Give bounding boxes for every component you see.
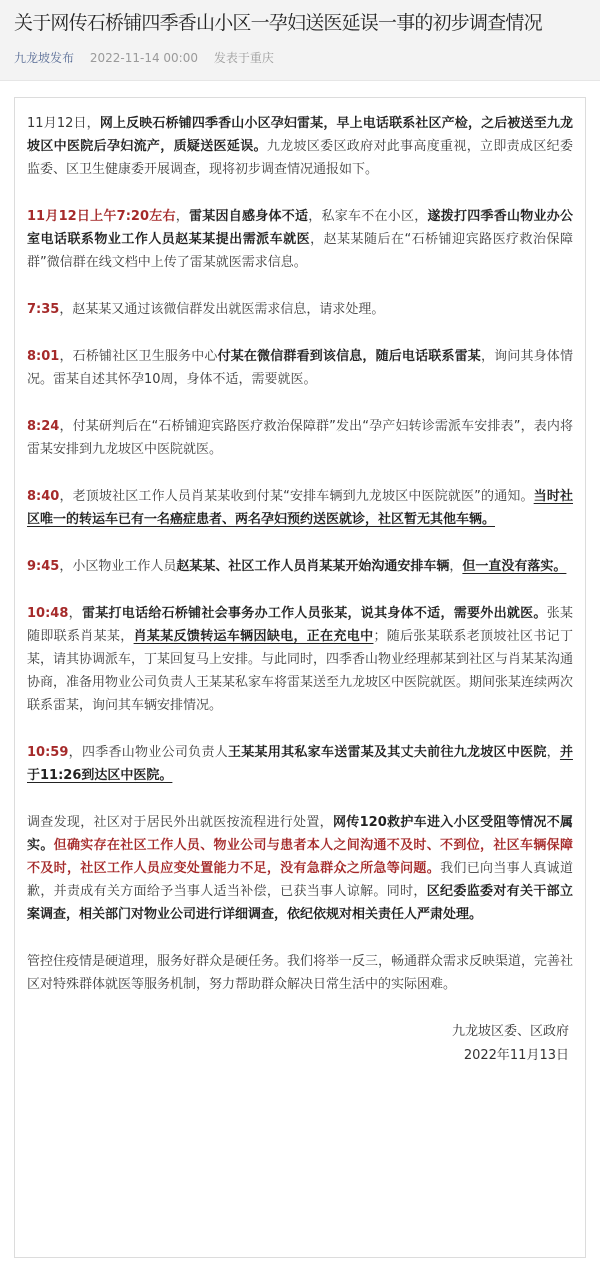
highlight-text: 9:45 <box>27 559 60 574</box>
signature-org: 九龙坡区委、区政府 <box>451 1024 569 1039</box>
bold-text: 赵某某、社区工作人员肖某某开始沟通安排车辆 <box>176 559 450 574</box>
article-title: 关于网传石桥铺四季香山小区一孕妇送医延误一事的初步调查情况 <box>14 12 542 34</box>
bold-text: 网传120救护车进入小区受阻等情况不属实。 <box>27 815 573 853</box>
paragraph <box>27 555 573 578</box>
article-body <box>14 97 586 1258</box>
highlight-text: 8:01 <box>27 349 60 364</box>
paragraph <box>27 345 573 391</box>
body-text: ，私家车不在小区， <box>308 209 428 224</box>
signature-block <box>27 1020 573 1068</box>
bold-text: 遂拨打四季香山物业办公室电话联系物业工作人员赵某某提出需派车就医 <box>27 209 573 247</box>
highlight-text: 10:48 <box>27 606 69 621</box>
body-text: 九龙坡区委区政府对此事高度重视，立即责成区纪委监委、区卫生健康委开展调查，现将初步调查情况通报如下。 <box>27 139 573 177</box>
bold-text: 雷某打电话给石桥铺社会事务办工作人员张某，说其身体不适，需要外出就医。 <box>81 606 547 621</box>
body-text: 管控住疫情是硬道理，服务好群众是硬任务。我们将举一反三，畅通群众需求反映渠道，完善社区对特殊群体就医等服务机制，努力帮助群众解决日常生活中的实际困难。 <box>27 954 574 992</box>
highlight-text: 10:59 <box>27 745 69 760</box>
bold-text: 网上反映石桥铺四季香山小区孕妇雷某，早上电话联系社区产检，之后被送至九龙坡区中医院后孕妇流产，质疑送医延误。 <box>27 116 573 154</box>
signature-date: 2022年11月13日 <box>463 1048 569 1063</box>
body-text: ，老顶坡社区工作人员肖某某收到付某“安排车辆到九龙坡区中医院就医”的通知。 <box>59 489 534 504</box>
body-text: ，赵某某随后在“石桥铺迎宾路医疗救治保障群”微信群在线文档中上传了雷某就医需求信息。 <box>27 232 573 270</box>
body-text: ， <box>68 606 82 621</box>
body-text: ，石桥铺社区卫生服务中心 <box>59 349 218 364</box>
highlight-text: 7:35 <box>27 302 60 317</box>
body-text: ， <box>449 559 463 574</box>
highlight-text: 8:24 <box>27 419 60 434</box>
paragraph <box>27 485 573 531</box>
body-text: ， <box>175 209 189 224</box>
highlight-text: 11月12日上午7:20左右 <box>27 209 176 224</box>
body-text: ，小区物业工作人员 <box>59 559 177 574</box>
paragraph-list <box>27 112 573 996</box>
article-header <box>0 0 600 81</box>
bold-text: 区纪委监委对有关干部立案调查，相关部门对物业公司进行详细调查，依纪依规对相关责任人严肃处理。 <box>27 884 573 922</box>
bold-text: 王某某用其私家车送雷某及其丈夫前往九龙坡区中医院 <box>228 745 547 760</box>
underlined-text: 但一直没有落实。 <box>462 559 567 574</box>
paragraph <box>27 602 573 717</box>
highlight-text: 8:40 <box>27 489 60 504</box>
article-meta <box>14 49 586 66</box>
publish-datetime: 2022-11-14 00:00 <box>89 51 198 65</box>
body-text: 调查发现，社区对于居民外出就医按流程进行处置， <box>27 815 333 830</box>
body-text: 张某随即联系肖某某， <box>27 606 573 644</box>
bold-text: 付某在微信群看到该信息，随后电话联系雷某 <box>217 349 481 364</box>
underlined-text: 当时社区唯一的转运车已有一名癌症患者、两名孕妇预约送医就诊，社区暂无其他车辆。 <box>27 489 573 527</box>
paragraph <box>27 112 573 181</box>
paragraph <box>27 298 573 321</box>
body-text: ，四季香山物业公司负责人 <box>68 745 228 760</box>
paragraph <box>27 741 573 787</box>
paragraph <box>27 950 573 996</box>
underlined-text: 肖某某反馈转运车辆因缺电，正在充电中 <box>133 629 374 644</box>
paragraph <box>27 811 573 926</box>
body-text: ，付某研判后在“石桥铺迎宾路医疗救治保障群”发出“孕产妇转诊需派车安排表”，表内将雷某安排到九龙坡区中医院就医。 <box>27 419 573 457</box>
paragraph <box>27 205 573 274</box>
account-name-link[interactable]: 九龙坡发布 <box>14 51 75 65</box>
publish-location: 发表于重庆 <box>213 51 274 65</box>
underlined-text: 并于11:26到达区中医院。 <box>27 745 573 783</box>
paragraph <box>27 415 573 461</box>
body-text: ， <box>546 745 560 760</box>
body-text: ，赵某某又通过该微信群发出就医需求信息，请求处理。 <box>59 302 385 317</box>
body-text: 11月12日， <box>27 116 100 131</box>
body-text: ，询问其身体情况。雷某自述其怀孕10周，身体不适，需要就医。 <box>27 349 573 387</box>
bold-text: 雷某因自感身体不适 <box>189 209 309 224</box>
highlight-text: 但确实存在社区工作人员、物业公司与患者本人之间沟通不及时、不到位，社区车辆保障不及时，社区工作人员应变处置能力不足，没有急群众之所急等问题。 <box>27 838 573 876</box>
body-text: 我们已向当事人真诚道歉，并责成有关方面给予当事人适当补偿，已获当事人谅解。同时， <box>27 861 573 899</box>
body-text: ；随后张某联系老顶坡社区书记丁某，请其协调派车，丁某回复马上安排。与此同时，四季香山物业经理郝某到社区与肖某某沟通协商，准备用物业公司负责人王某某私家车将雷某送至九龙坡区中医院就医。期间张某连续两次联系雷某，询问其车辆安排情况。 <box>27 629 574 713</box>
